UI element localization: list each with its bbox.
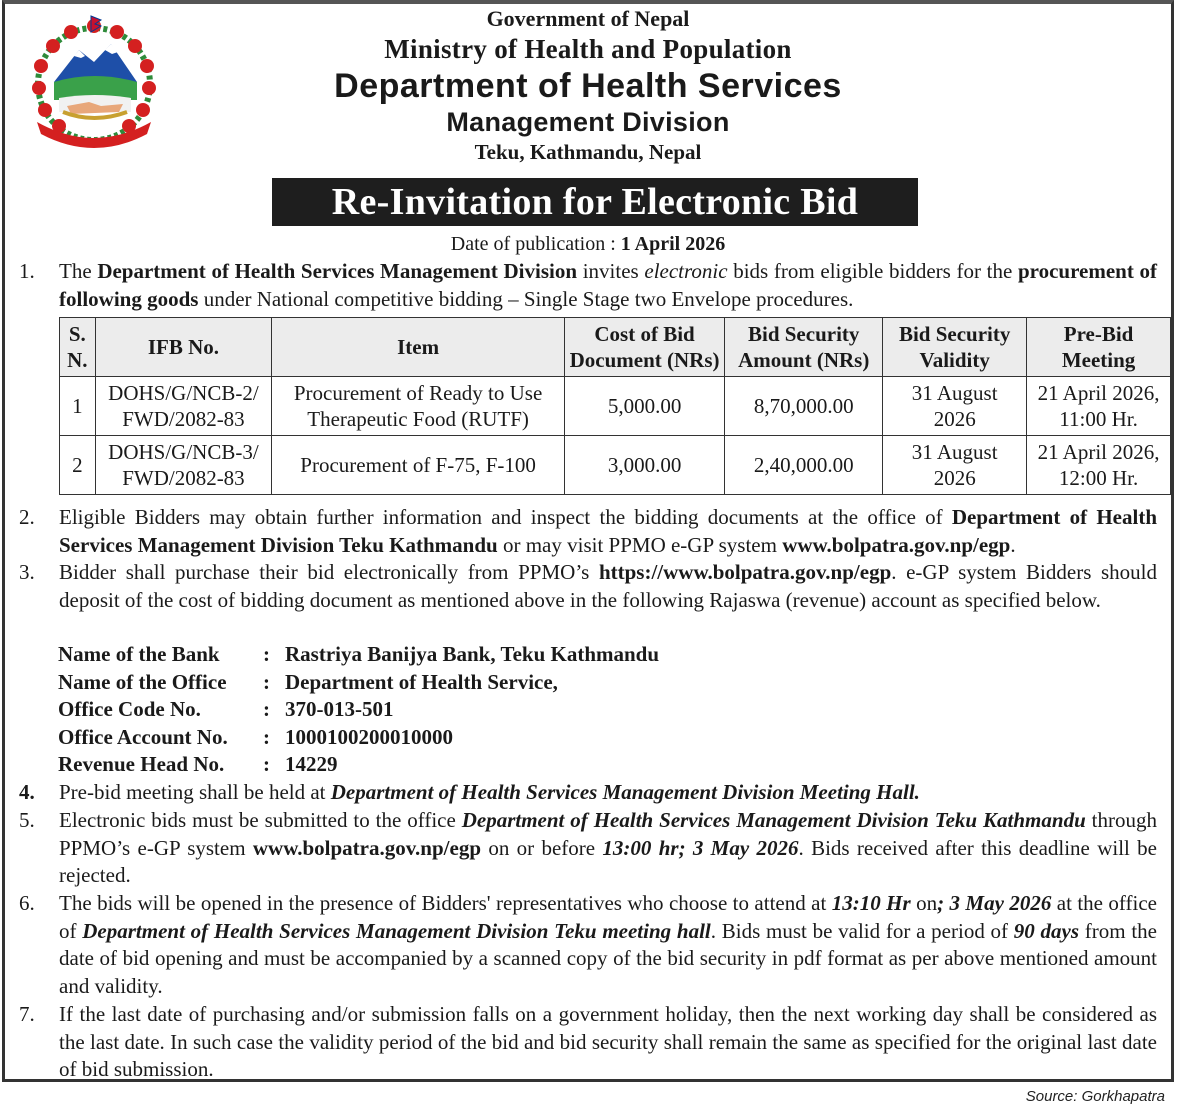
col-ifb: IFB No. bbox=[95, 318, 271, 377]
paragraph-2: 2. Eligible Bidders may obtain further information and inspect the bidding documents at the office of Department of Health Services Management Division Teku Kathmandu or may visit PPMO e-GP system www.bolpatra.gov.np/egp. bbox=[19, 505, 1157, 557]
egp-https-link[interactable]: https://www.bolpatra.gov.np/egp bbox=[598, 560, 892, 584]
table-row: 1 DOHS/G/NCB-2/ FWD/2082-83 Procurement of Ready to Use Therapeutic Food (RUTF) 5,000.00 8,70,000.00 31 August 2026 21 April 2026, 11:00 Hr. bbox=[60, 377, 1171, 436]
account-row-office: Name of the Office : Department of Health Service, bbox=[58, 669, 558, 694]
account-details bbox=[58, 641, 659, 779]
account-row-office-code: Office Code No. : 370-013-501 bbox=[58, 697, 394, 721]
col-item: Item bbox=[272, 318, 565, 377]
header bbox=[5, 4, 1171, 166]
paragraph-4: 4. Pre-bid meeting shall be held at Department of Health Services Management Division Meeting Hall. bbox=[19, 780, 920, 804]
notice-title: Re-Invitation for Electronic Bid bbox=[272, 178, 918, 226]
egp-link-2[interactable]: www.bolpatra.gov.np/egp bbox=[252, 835, 482, 860]
table-header-row bbox=[60, 318, 1171, 377]
notice-frame bbox=[2, 0, 1174, 1082]
col-sn: S. N. bbox=[60, 318, 96, 377]
government-name: Government of Nepal bbox=[486, 6, 690, 31]
col-security-amount: Bid Security Amount (NRs) bbox=[725, 318, 883, 377]
paragraph-7: 7. If the last date of purchasing and/or submission falls on a government holiday, then the next working day shall be considered as the last date. In such case the validity period of the bid and bid security shall remain the same as specified for the original last date of bid submission. bbox=[19, 1002, 1157, 1081]
egp-link[interactable]: www.bolpatra.gov.np/egp bbox=[782, 532, 1011, 557]
account-row-account-no: Office Account No. : 1000100200010000 bbox=[58, 724, 453, 749]
address: Teku, Kathmandu, Nepal bbox=[474, 140, 702, 164]
department-name: Department of Health Services bbox=[334, 67, 842, 105]
table-row: 2 DOHS/G/NCB-3/ FWD/2082-83 Procurement of F-75, F-100 3,000.00 2,40,000.00 31 August 2026 21 April 2026, 12:00 Hr. bbox=[60, 436, 1171, 495]
bid-table bbox=[59, 317, 1171, 495]
source-credit: Source: Gorkhapatra bbox=[1025, 1088, 1165, 1105]
paragraph-3: 3. Bidder shall purchase their bid electronically from PPMO’s https://www.bolpatra.gov.np/egp. e-GP system Bidders should deposit of the cost of bidding document as mentioned above in the following Rajaswa (revenue) account as specified below. bbox=[19, 560, 1157, 612]
col-cost: Cost of Bid Document (NRs) bbox=[564, 318, 724, 377]
account-row-revenue-head: Revenue Head No. : 14229 bbox=[58, 752, 338, 776]
paragraph-1: 1. The Department of Health Services Management Division invites electronic bids from eligible bidders for the procurement of following goods under National competitive bidding – Single Stage two Envelope procedures. bbox=[19, 259, 1157, 311]
col-security-validity: Bid Security Validity bbox=[883, 318, 1027, 377]
paragraph-5: 5. Electronic bids must be submitted to the office Department of Health Services Management Division Teku Kathmandu through PPMO’s e-GP system www.bolpatra.gov.np/egp on or before 13:00 hr; 3 May 2026. Bids received after this deadline will be rejected. bbox=[19, 808, 1157, 887]
publication-label: Date of publication : bbox=[450, 233, 621, 255]
publication-date bbox=[5, 231, 1171, 257]
publication-date-value: 1 April 2026 bbox=[620, 233, 726, 255]
paragraph-6: 6. The bids will be opened in the presence of Bidders' representatives who choose to attend at 13:10 Hr on; 3 May 2026 at the office of Department of Health Services Management Division Teku meeting hall. Bids must be valid for a period of 90 days from the date of bid opening and must be accompanied by a scanned copy of the bid security in pdf format as per above mentioned amount and validity. bbox=[19, 891, 1158, 998]
col-prebid: Pre-Bid Meeting bbox=[1027, 318, 1171, 377]
division-name: Management Division bbox=[446, 107, 730, 137]
ministry-name: Ministry of Health and Population bbox=[384, 34, 792, 64]
account-row-bank: Name of the Bank : Rastriya Banijya Bank, Teku Kathmandu bbox=[58, 642, 660, 666]
